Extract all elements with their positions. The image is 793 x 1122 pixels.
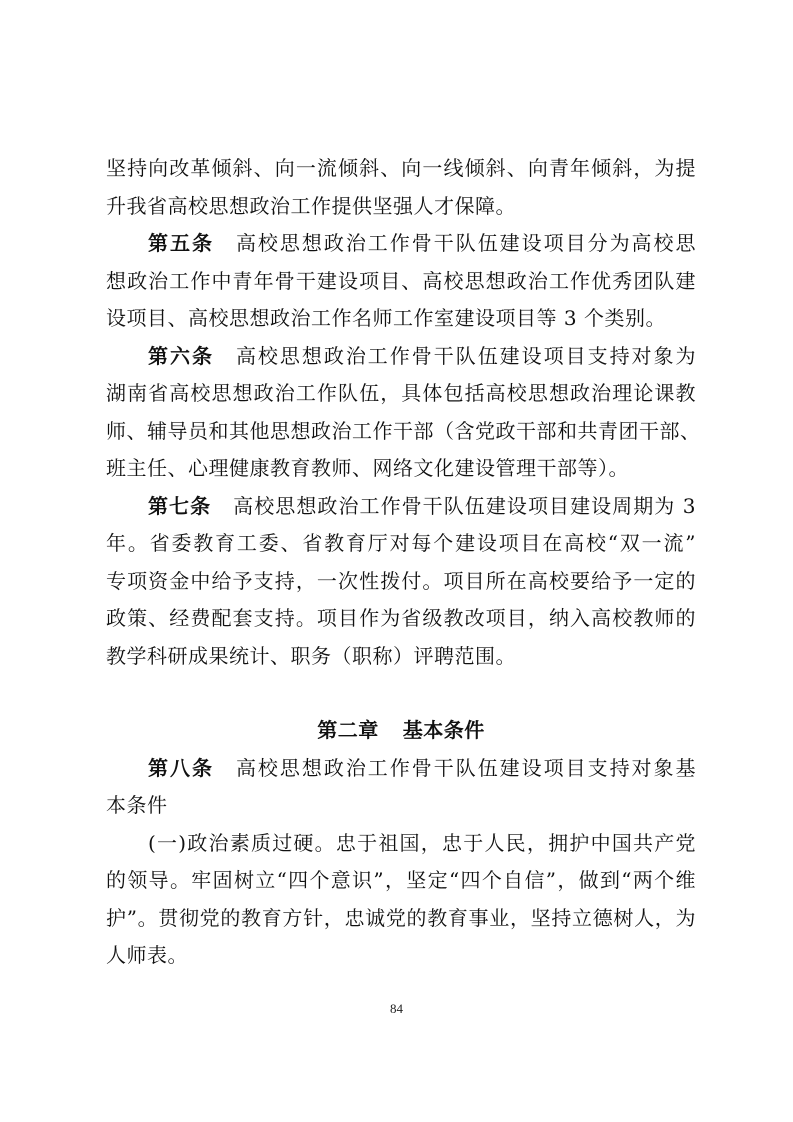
text-line — [106, 338, 696, 376]
item-1 — [106, 825, 696, 975]
text-line: 人师表。 — [106, 943, 188, 967]
text-line — [106, 225, 696, 263]
paragraph-continuation — [106, 150, 696, 225]
text-line: 护”。贯彻党的教育方针，忠诚党的教育事业，坚持立德树人，为 — [106, 905, 696, 930]
article-7 — [106, 488, 696, 676]
text-line: 年。省委教育工委、省教育厅对每个建设项目在高校“双一流” — [106, 531, 696, 555]
text-line: 教学科研成果统计、职务（职称）评聘范围。 — [106, 643, 516, 668]
text-line: 想政治工作中青年骨干建设项目、高校思想政治工作优秀团队建 — [106, 268, 696, 293]
chapter-heading — [106, 712, 696, 750]
article-text: 高校思想政治工作骨干队伍建设项目支持对象为 — [235, 343, 697, 368]
text-line: 升我省高校思想政治工作提供坚强人才保障。 — [106, 193, 516, 218]
article-8 — [106, 750, 696, 825]
document-page — [106, 150, 701, 975]
text-line: 专项资金中给予支持，一次性拨付。项目所在高校要给予一定的 — [106, 568, 696, 593]
article-6 — [106, 338, 701, 488]
text-line — [106, 488, 696, 526]
article-text: 高校思想政治工作骨干队伍建设项目建设周期为 3 — [233, 493, 696, 518]
text-line: 师、辅导员和其他思想政治工作干部（含党政干部和共青团干部、 — [106, 418, 701, 443]
text-line: 班主任、心理健康教育教师、网络文化建设管理干部等）。 — [106, 456, 629, 480]
text-line: 政策、经费配套支持。项目作为省级教改项目，纳入高校教师的 — [106, 606, 696, 630]
text-line: 坚持向改革倾斜、向一流倾斜、向一线倾斜、向青年倾斜，为提 — [106, 156, 696, 180]
article-heading: 第六条 — [148, 343, 214, 368]
article-5 — [106, 225, 696, 338]
text-line: 本条件 — [106, 793, 168, 817]
article-text: 高校思想政治工作骨干队伍建设项目支持对象基 — [235, 755, 697, 780]
text-line: 的领导。牢固树立“四个意识”，坚定“四个自信”，做到“两个维 — [106, 868, 696, 892]
article-heading: 第五条 — [148, 231, 214, 255]
article-heading: 第七条 — [148, 493, 212, 518]
chapter-number: 第二章 — [317, 718, 379, 742]
page-number: 84 — [390, 1001, 403, 1016]
text-line: (一)政治素质过硬。忠于祖国，忠于人民，拥护中国共产党 — [148, 830, 696, 855]
article-heading: 第八条 — [148, 755, 214, 780]
text-line: 设项目、高校思想政治工作名师工作室建设项目等 3 个类别。 — [106, 306, 666, 330]
article-text: 高校思想政治工作骨干队伍建设项目分为高校思 — [235, 231, 697, 255]
chapter-title: 基本条件 — [402, 718, 485, 742]
text-line — [106, 750, 696, 788]
text-line: 湖南省高校思想政治工作队伍，具体包括高校思想政治理论课教 — [106, 381, 696, 405]
